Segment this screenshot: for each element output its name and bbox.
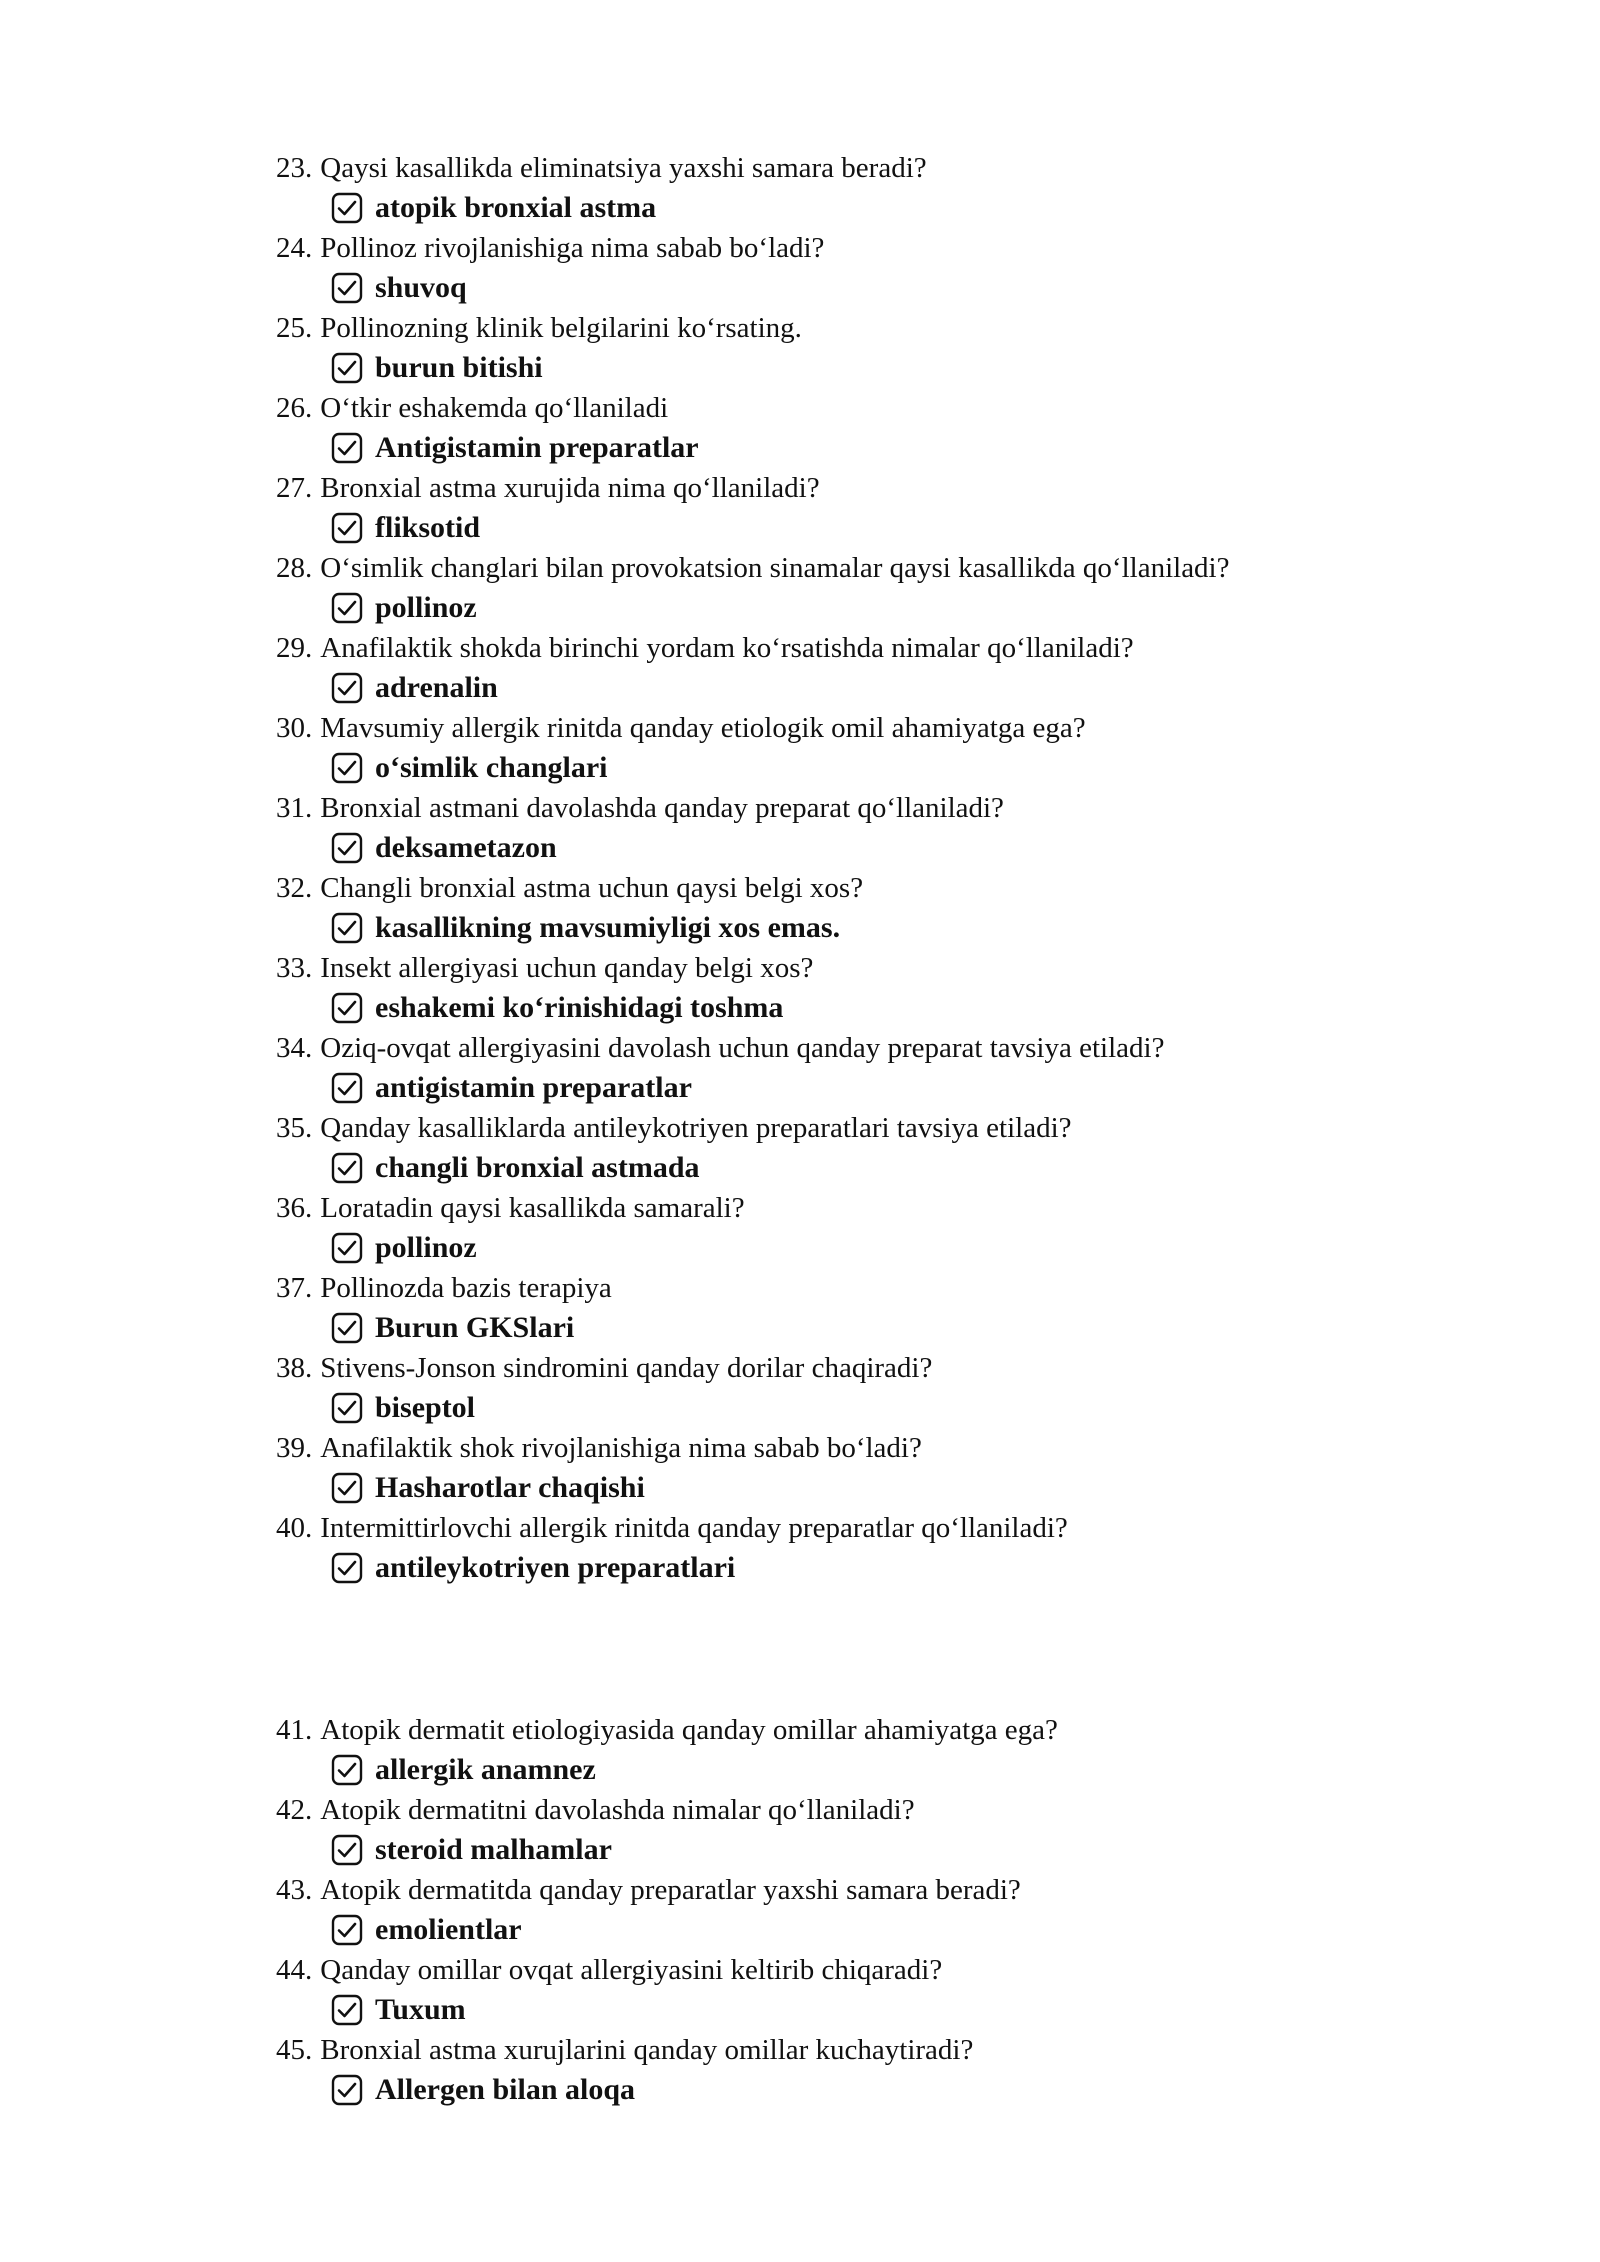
question-item [276,1428,1426,1508]
question-item [276,468,1426,548]
question-number: 39. [276,1432,313,1464]
question-line [276,1348,932,1388]
question-text: Atopik dermatitda qanday preparatlar yaxshi samara beradi? [320,1874,1021,1906]
question-number: 24. [276,232,313,264]
answer-row [331,828,557,868]
question-line [276,1870,1021,1910]
checked-box-icon [331,672,363,704]
answer-row [331,348,543,388]
checked-box-icon [331,272,363,304]
answer-row [331,508,480,548]
question-number: 41. [276,1714,313,1746]
question-number: 37. [276,1272,313,1304]
question-item [276,388,1426,468]
question-item [276,1870,1426,1950]
answer-text: pollinoz [375,1231,477,1264]
answer-row [331,1990,466,2030]
answer-row [331,1308,574,1348]
checked-box-icon [331,752,363,784]
answer-row [331,188,656,228]
question-text: O‘simlik changlari bilan provokatsion sinamalar qaysi kasallikda qo‘llaniladi? [320,552,1230,584]
question-text: O‘tkir eshakemda qo‘llaniladi [320,392,669,424]
checked-box-icon [331,1994,363,2026]
question-item [276,1268,1426,1348]
question-text: Pollinozning klinik belgilarini ko‘rsating. [320,312,802,344]
answer-row [331,748,608,788]
question-number: 43. [276,1874,313,1906]
question-number: 44. [276,1954,313,1986]
checked-box-icon [331,192,363,224]
question-number: 38. [276,1352,313,1384]
checked-box-icon [331,592,363,624]
question-item [276,1028,1426,1108]
question-item [276,148,1426,228]
question-item [276,1348,1426,1428]
question-text: Mavsumiy allergik rinitda qanday etiologik omil ahamiyatga ega? [320,712,1086,744]
question-text: Changli bronxial astma uchun qaysi belgi xos? [320,872,864,904]
answer-row [331,1548,735,1588]
question-item [276,628,1426,708]
answer-text: Hasharotlar chaqishi [375,1471,645,1504]
question-line [276,1268,612,1308]
question-item [276,1790,1426,1870]
question-text: Qanday omillar ovqat allergiyasini keltirib chiqaradi? [320,1954,943,1986]
question-text: Oziq-ovqat allergiyasini davolash uchun qanday preparat tavsiya etiladi? [320,1032,1165,1064]
question-line [276,388,668,428]
answer-text: eshakemi ko‘rinishidagi toshma [375,991,784,1024]
question-text: Atopik dermatitni davolashda nimalar qo‘llaniladi? [320,1794,915,1826]
answer-text: atopik bronxial astma [375,191,657,224]
answer-row [331,1228,477,1268]
question-number: 30. [276,712,313,744]
question-number: 26. [276,392,313,424]
answer-row [331,428,699,468]
answer-row [331,1148,700,1188]
question-text: Qaysi kasallikda eliminatsiya yaxshi samara beradi? [320,152,927,184]
question-line [276,1950,942,1990]
question-number: 40. [276,1512,313,1544]
checked-box-icon [331,1232,363,1264]
checked-box-icon [331,1914,363,1946]
question-number: 33. [276,952,313,984]
checked-box-icon [331,832,363,864]
checked-box-icon [331,912,363,944]
question-text: Bronxial astma xurujlarini qanday omillar kuchaytiradi? [320,2034,974,2066]
answer-text: biseptol [375,1391,476,1424]
question-item [276,2030,1426,2110]
question-line [276,1108,1072,1148]
answer-text: emolientlar [375,1913,522,1946]
question-text: Pollinoz rivojlanishiga nima sabab bo‘ladi? [320,232,825,264]
question-line [276,548,1230,588]
question-text: Anafilaktik shokda birinchi yordam ko‘rsatishda nimalar qo‘llaniladi? [320,632,1134,664]
question-list-b [276,1710,1426,2110]
question-text: Stivens-Jonson sindromini qanday dorilar chaqiradi? [320,1352,933,1384]
answer-row [331,988,783,1028]
answer-text: allergik anamnez [375,1753,596,1786]
checked-box-icon [331,1072,363,1104]
answer-text: Burun GKSlari [375,1311,575,1344]
checked-box-icon [331,1152,363,1184]
checked-box-icon [331,992,363,1024]
question-line [276,1790,915,1830]
question-number: 25. [276,312,313,344]
question-text: Anafilaktik shok rivojlanishiga nima sabab bo‘ladi? [320,1432,922,1464]
question-line [276,1710,1058,1750]
question-line [276,148,927,188]
question-item [276,1188,1426,1268]
question-text: Bronxial astma xurujida nima qo‘llaniladi? [320,472,820,504]
answer-text: adrenalin [375,671,498,704]
question-number: 45. [276,2034,313,2066]
question-text: Pollinozda bazis terapiya [320,1272,612,1304]
answer-text: kasallikning mavsumiyligi xos emas. [375,911,841,944]
question-text: Atopik dermatit etiologiyasida qanday omillar ahamiyatga ega? [320,1714,1058,1746]
answer-row [331,1910,522,1950]
question-line [276,948,813,988]
answer-text: antileykotriyen preparatlari [375,1551,736,1584]
answer-row [331,588,477,628]
question-text: Bronxial astmani davolashda qanday preparat qo‘llaniladi? [320,792,1004,824]
question-list-a [276,148,1426,1588]
checked-box-icon [331,1312,363,1344]
checked-box-icon [331,1552,363,1584]
answer-text: Allergen bilan aloqa [375,2073,636,2106]
answer-row [331,668,498,708]
answer-text: shuvoq [375,271,467,304]
question-number: 42. [276,1794,313,1826]
question-line [276,1428,922,1468]
checked-box-icon [331,432,363,464]
question-line [276,868,863,908]
question-number: 35. [276,1112,313,1144]
answer-row [331,1068,692,1108]
question-item [276,788,1426,868]
question-line [276,708,1086,748]
question-number: 32. [276,872,313,904]
answer-row [331,1750,596,1790]
checked-box-icon [331,512,363,544]
answer-row [331,908,840,948]
question-text: Qanday kasalliklarda antileykotriyen preparatlari tavsiya etiladi? [320,1112,1072,1144]
answer-text: steroid malhamlar [375,1833,612,1866]
question-number: 36. [276,1192,313,1224]
answer-text: antigistamin preparatlar [375,1071,692,1104]
question-text: Intermittirlovchi allergik rinitda qanday preparatlar qo‘llaniladi? [320,1512,1068,1544]
question-line [276,628,1134,668]
checked-box-icon [331,1834,363,1866]
answer-text: Tuxum [375,1993,466,2026]
question-text: Insekt allergiyasi uchun qanday belgi xos? [320,952,814,984]
question-item [276,708,1426,788]
question-line [276,468,820,508]
checked-box-icon [331,1392,363,1424]
answer-text: fliksotid [375,511,481,544]
question-line [276,1028,1164,1068]
checked-box-icon [331,1472,363,1504]
answer-text: o‘simlik changlari [375,751,608,784]
checked-box-icon [331,1754,363,1786]
question-number: 23. [276,152,313,184]
question-line [276,308,802,348]
question-line [276,228,824,268]
question-number: 34. [276,1032,313,1064]
question-item [276,548,1426,628]
answer-row [331,1830,612,1870]
question-number: 27. [276,472,313,504]
question-line [276,788,1004,828]
question-item [276,1950,1426,2030]
question-item [276,868,1426,948]
question-item [276,308,1426,388]
question-item [276,228,1426,308]
question-number: 31. [276,792,313,824]
question-number: 28. [276,552,313,584]
question-item [276,1710,1426,1790]
answer-text: burun bitishi [375,351,543,384]
question-item [276,948,1426,1028]
question-item [276,1108,1426,1188]
checked-box-icon [331,352,363,384]
question-line [276,1188,745,1228]
question-line [276,2030,973,2070]
answer-text: changli bronxial astmada [375,1151,700,1184]
question-item [276,1508,1426,1588]
answer-text: deksametazon [375,831,557,864]
answer-text: pollinoz [375,591,477,624]
question-line [276,1508,1068,1548]
checked-box-icon [331,2074,363,2106]
question-number: 29. [276,632,313,664]
answer-row [331,2070,635,2110]
question-text: Loratadin qaysi kasallikda samarali? [320,1192,745,1224]
answer-text: Antigistamin preparatlar [375,431,699,464]
answer-row [331,268,467,308]
answer-row [331,1388,475,1428]
answer-row [331,1468,645,1508]
